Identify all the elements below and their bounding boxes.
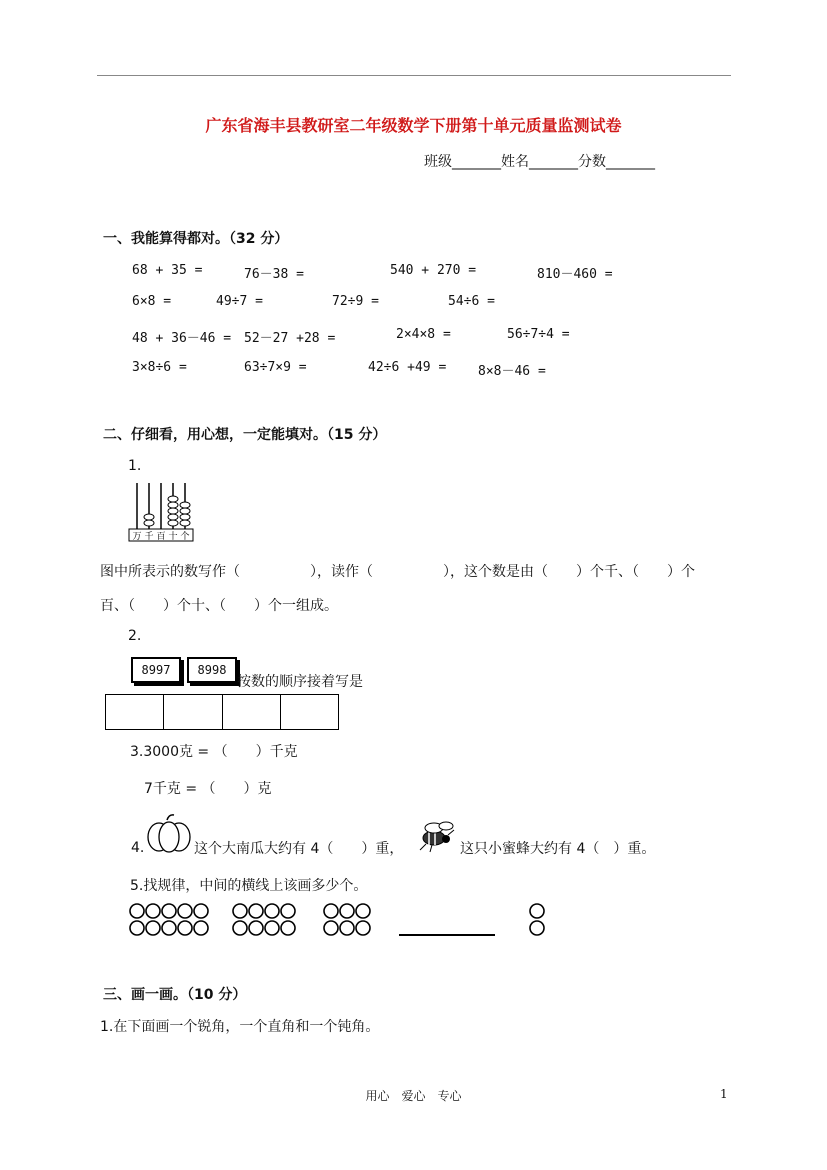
section-3-question-1: 1.在下面画一个锐角，一个直角和一个钝角。	[100, 1019, 380, 1035]
calc-item: 540 + 270 =	[390, 263, 477, 278]
question-1-number: 1.	[128, 458, 142, 474]
pattern-circle	[146, 921, 160, 935]
calc-item: 72÷9 =	[332, 294, 379, 309]
pattern-circle	[233, 904, 247, 918]
pattern-circle	[130, 921, 144, 935]
section-1-heading: 一、我能算得都对。（32 分）	[103, 231, 289, 247]
pumpkin-icon	[145, 812, 193, 854]
calc-item: 56÷7÷4 =	[507, 327, 570, 342]
pattern-circle	[178, 904, 192, 918]
pattern-circle	[281, 904, 295, 918]
answer-box[interactable]	[223, 695, 281, 729]
question-2-number: 2.	[128, 628, 142, 644]
abacus-label: 百	[156, 532, 166, 542]
pattern-circle	[194, 921, 208, 935]
calc-item: 42÷6 +49 =	[368, 360, 447, 375]
section-2-heading: 二、仔细看，用心想，一定能填对。（15 分）	[103, 427, 387, 443]
number-card: 8998	[187, 657, 237, 683]
question-2-text: 按数的顺序接着写是	[237, 674, 363, 690]
pattern-circle	[356, 904, 370, 918]
bee-icon	[412, 818, 458, 854]
calc-item: 52－27 +28 =	[244, 331, 336, 346]
question-4-text-2: 这只小蜜蜂大约有 4（ ）重。	[460, 841, 656, 857]
pattern-circle	[194, 904, 208, 918]
calc-item: 63÷7×9 =	[244, 360, 307, 375]
top-rule	[97, 75, 731, 76]
calc-item: 2×4×8 =	[396, 327, 451, 342]
answer-boxes	[105, 694, 339, 730]
calc-item: 3×8÷6 =	[132, 360, 187, 375]
pattern-circle	[530, 904, 544, 918]
abacus-label: 个	[180, 532, 190, 542]
pattern-circle	[178, 921, 192, 935]
question-4-text-1: 这个大南瓜大约有 4（ ）重，	[194, 841, 404, 857]
pattern-circle	[162, 921, 176, 935]
pattern-circle	[130, 904, 144, 918]
calc-item: 810－460 =	[537, 267, 613, 282]
pattern-circle	[249, 921, 263, 935]
calc-item: 68 + 35 =	[132, 263, 203, 278]
abacus-label: 十	[168, 532, 178, 542]
calc-item: 49÷7 =	[216, 294, 263, 309]
question-5-text: 5.找规律，中间的横线上该画多少个。	[130, 878, 368, 894]
number-card: 8997	[131, 657, 181, 683]
calc-item: 8×8－46 =	[478, 364, 546, 379]
question-1-line-2: 百、（ ）个十、（ ）个一组成。	[100, 598, 338, 614]
pattern-circle	[233, 921, 247, 935]
calc-item: 48 + 36－46 =	[132, 331, 232, 346]
pattern-circle	[340, 921, 354, 935]
pattern-circle	[324, 921, 338, 935]
answer-box[interactable]	[164, 695, 222, 729]
abacus-label: 千	[144, 532, 154, 542]
pattern-circle	[530, 921, 544, 935]
calc-item: 6×8 =	[132, 294, 172, 309]
question-3-line-2: 7千克 = （ ）克	[144, 781, 272, 797]
answer-box[interactable]	[106, 695, 164, 729]
question-1-line-1: 图中所表示的数写作（ ），读作（ ），这个数是由（ ）个千、（ ）个	[100, 564, 695, 580]
calc-item: 76－38 =	[244, 267, 304, 282]
pattern-circle	[162, 904, 176, 918]
section-3-heading: 三、画一画。（10 分）	[103, 987, 247, 1003]
page-title: 广东省海丰县教研室二年级数学下册第十单元质量监测试卷	[205, 116, 622, 135]
footer-motto: 用心 爱心 专心	[365, 1089, 462, 1103]
page-number: 1	[720, 1087, 728, 1101]
pattern-circle	[281, 921, 295, 935]
question-4-number: 4.	[131, 840, 145, 856]
abacus-figure	[128, 480, 198, 542]
pattern-circle	[340, 904, 354, 918]
abacus-label: 万	[132, 532, 142, 542]
answer-blank-line[interactable]	[399, 934, 495, 936]
pattern-circle	[146, 904, 160, 918]
question-3-line-1: 3.3000克 = （ ）千克	[130, 744, 298, 760]
pattern-circle	[265, 904, 279, 918]
calc-item: 54÷6 =	[448, 294, 495, 309]
circle-pattern	[128, 902, 558, 942]
pattern-circle	[324, 904, 338, 918]
pattern-circle	[356, 921, 370, 935]
student-info-line: 班级_______姓名_______分数_______	[424, 154, 655, 170]
pattern-circle	[249, 904, 263, 918]
pattern-circle	[265, 921, 279, 935]
answer-box[interactable]	[281, 695, 338, 729]
